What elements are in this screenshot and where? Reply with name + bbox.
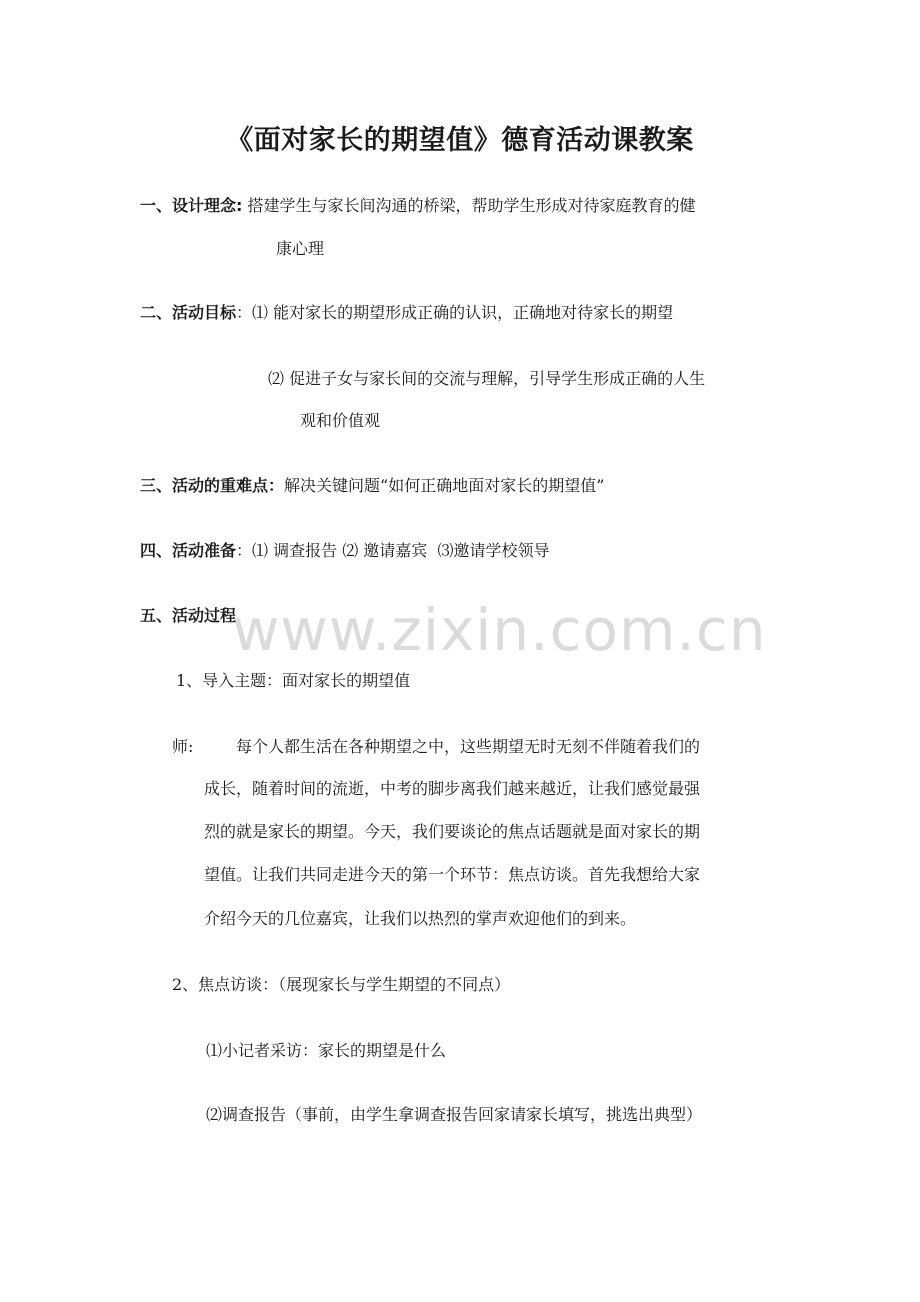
section-text: 解决关键问题“如何正确地面对家长的期望值” (284, 476, 605, 495)
heading-colon: ： (236, 541, 253, 560)
sub-item-reporter-interview: ⑴小记者采访：家长的期望是什么 (206, 1041, 447, 1060)
preparation-items: ⑴ 调查报告 ⑵ 邀请嘉宾 ⑶邀请学校领导 (252, 541, 550, 560)
sub-item-survey-report: ⑵调查报告（事前，由学生拿调查报告回家请家长填写，挑选出典型） (206, 1105, 703, 1124)
section-heading: 一、设计理念 (140, 196, 237, 215)
goal-text-continued: 观和价值观 (300, 411, 381, 430)
section-heading: 二、活动目标 (140, 303, 237, 322)
heading-colon: ： (236, 303, 253, 322)
teacher-paragraph-line: 望值。让我们共同走进今天的第一个环节：焦点访谈。首先我想给大家 (204, 865, 701, 884)
teacher-paragraph-line: 成长，随着时间的流逝，中考的脚步离我们越来越近，让我们感觉最强 (204, 779, 701, 798)
teacher-paragraph-line: 介绍今天的几位嘉宾，让我们以热烈的掌声欢迎他们的到来。 (204, 909, 637, 928)
section-heading: 四、活动准备 (140, 541, 237, 560)
goal-number: ⑴ (252, 303, 269, 322)
watermark: www.zixin.com.cn (232, 596, 767, 664)
document-title: 《面对家长的期望值》德育活动课教案 (226, 125, 694, 156)
section-heading: 三、活动的重难点： (140, 476, 285, 495)
goal-text: 能对家长的期望形成正确的认识，正确地对待家长的期望 (273, 303, 674, 322)
goal-item-2 (268, 368, 705, 390)
section-text: 搭建学生与家长间沟通的桥梁，帮助学生形成对待家庭教育的健 (247, 196, 696, 215)
teacher-paragraph-line: 烈的就是家长的期望。今天，我们要谈论的焦点话题就是面对家长的期 (204, 822, 701, 841)
section-heading: 五、活动过程 (140, 606, 237, 625)
goal-number: ⑵ (268, 369, 285, 388)
heading-colon: : (236, 196, 243, 215)
section-design-concept (140, 195, 696, 217)
step-intro-topic: 1、导入主题：面对家长的期望值 (176, 671, 411, 690)
step-focus-interview: 2、焦点访谈：（展现家长与学生期望的不同点） (172, 975, 511, 994)
goal-text: 促进子女与家长间的交流与理解，引导学生形成正确的人生 (289, 369, 706, 388)
section-text-continued: 康心理 (276, 239, 325, 258)
section-preparation (140, 540, 549, 562)
section-key-points (140, 475, 604, 497)
section-activity-goals (140, 302, 673, 324)
teacher-label: 师: (172, 737, 194, 756)
teacher-paragraph-line: 每个人都生活在各种期望之中，这些期望无时无刻不伴随着我们的 (236, 737, 701, 756)
